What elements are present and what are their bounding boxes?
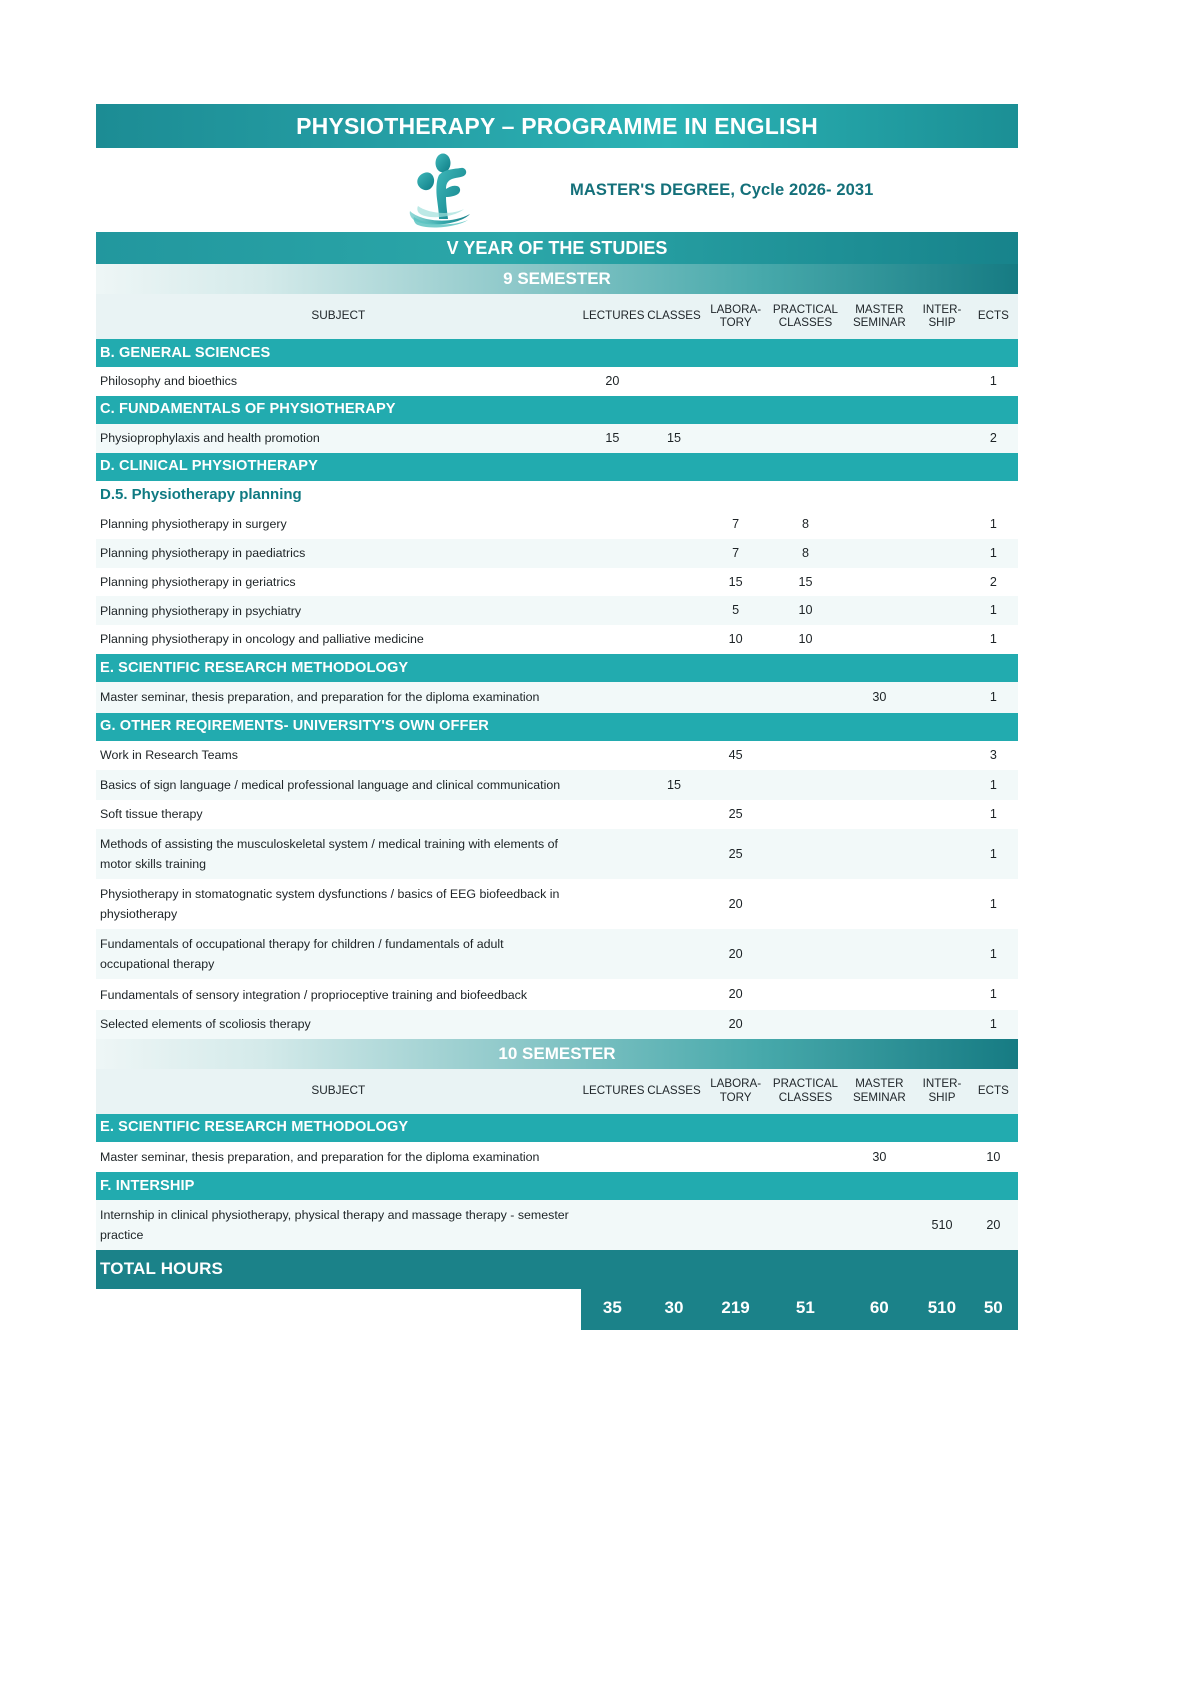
table-row: [96, 770, 1018, 800]
cell-lectures: [581, 929, 645, 979]
cell-ects: 1: [989, 987, 997, 1002]
table-row: [96, 367, 1018, 396]
cell-lectures: [581, 879, 645, 929]
schedule-container: [96, 264, 1018, 1330]
total-ects: 50: [969, 1289, 1018, 1330]
col-header-laboratory: LABORA- TORY: [704, 294, 768, 339]
subsection-header-row: [96, 481, 1018, 510]
cell-subject: Soft tissue therapy: [100, 807, 203, 822]
cell-classes: [644, 510, 704, 539]
cell-classes: [644, 800, 704, 829]
cell-internship: [915, 625, 968, 654]
col-header-ects: ECTS: [969, 294, 1018, 339]
cell-master-seminar: [843, 800, 915, 829]
cell-master-seminar: [843, 568, 915, 597]
col-header-ects: ECTS: [969, 1069, 1018, 1114]
table-row: [96, 625, 1018, 654]
cell-classes: [644, 1142, 704, 1172]
cell-internship: 510: [915, 1200, 968, 1250]
cell-practical: [767, 979, 843, 1009]
cell-master-seminar: [843, 879, 915, 929]
cell-subject: Physiotherapy in stomatognatic system dysfunctions / basics of EEG biofeedback in physiotherapy: [100, 886, 560, 922]
cell-laboratory: 15: [728, 574, 743, 589]
cell-subject: Basics of sign language / medical professional language and clinical communication: [96, 770, 581, 800]
table-row: [96, 539, 1018, 568]
total-master-seminar: 60: [843, 1289, 915, 1330]
table-row: [96, 568, 1018, 597]
cell-lectures: [581, 1200, 645, 1250]
cell-laboratory: [704, 1142, 768, 1172]
total-hours-label: TOTAL HOURS: [96, 1250, 1018, 1289]
cell-subject: Planning physiotherapy in surgery: [100, 516, 287, 531]
column-header-row: [96, 1069, 1018, 1114]
total-internship: 510: [915, 1289, 968, 1330]
cell-laboratory: [704, 682, 768, 712]
column-header-row: [96, 294, 1018, 339]
year-of-studies-label: V YEAR OF THE STUDIES: [446, 237, 668, 258]
page-title: PHYSIOTHERAPY – PROGRAMME IN ENGLISH: [296, 112, 818, 139]
physiotherapy-figure-logo-icon: [392, 151, 492, 229]
cell-laboratory: 7: [704, 539, 768, 568]
cell-internship: [915, 596, 968, 625]
cell-classes: [644, 1200, 704, 1250]
cell-lectures: [581, 568, 645, 597]
cell-internship: [915, 829, 968, 879]
cell-practical: 10: [798, 632, 813, 647]
cell-classes: [644, 625, 704, 654]
cell-internship: [915, 770, 968, 800]
section-title: E. SCIENTIFIC RESEARCH METHODOLOGY: [96, 1114, 1018, 1142]
cell-lectures: [581, 979, 645, 1009]
section-header-row: [96, 1172, 1018, 1200]
cell-laboratory: 5: [704, 596, 768, 625]
cell-lectures: [581, 682, 645, 712]
cell-lectures: [581, 625, 645, 654]
cell-classes: [644, 682, 704, 712]
cell-practical: [767, 770, 843, 800]
cell-master-seminar: [843, 625, 915, 654]
col-header-practical-classes: PRACTICAL CLASSES: [767, 1069, 843, 1114]
semester-label: 9 SEMESTER: [503, 269, 611, 288]
cell-laboratory: 20: [704, 1010, 768, 1039]
col-header-laboratory: LABORA- TORY: [704, 1069, 768, 1114]
cell-master-seminar: [843, 829, 915, 879]
cell-master-seminar: [843, 367, 915, 396]
cell-laboratory: 20: [728, 896, 743, 911]
cell-practical: [767, 879, 843, 929]
col-header-internship: INTER- SHIP: [915, 294, 968, 339]
cell-master-seminar: [843, 979, 915, 1009]
cell-laboratory: 25: [728, 806, 743, 821]
cell-subject: Work in Research Teams: [100, 747, 238, 762]
cell-practical: [767, 424, 843, 453]
cell-master-seminar: [843, 596, 915, 625]
cell-lectures: 20: [605, 374, 620, 388]
cell-practical: [767, 929, 843, 979]
cell-classes: [644, 929, 704, 979]
cell-ects: 1: [989, 374, 997, 388]
cell-master-seminar: [843, 929, 915, 979]
cell-subject: Fundamentals of sensory integration / proprioceptive training and biofeedback: [100, 987, 528, 1002]
total-lectures: 35: [581, 1289, 645, 1330]
cell-laboratory: 25: [704, 829, 768, 879]
section-title: G. OTHER REQIREMENTS- UNIVERSITY'S OWN OFFER: [96, 713, 1018, 741]
cell-lectures: [581, 510, 645, 539]
cell-lectures: [581, 1010, 645, 1039]
cell-lectures: [581, 770, 645, 800]
semester-bar: [96, 1039, 1018, 1069]
cell-classes: [644, 1010, 704, 1039]
col-header-lectures: LECTURES: [581, 294, 645, 339]
section-title: B. GENERAL SCIENCES: [96, 339, 1018, 367]
total-practical: 51: [767, 1289, 843, 1330]
cell-lectures: [581, 1142, 645, 1172]
cell-subject: Methods of assisting the musculoskeletal system / medical training with elements of motor skills training: [96, 829, 581, 879]
cell-master-seminar: [843, 539, 915, 568]
section-header-row: [96, 339, 1018, 367]
cell-classes: [644, 367, 704, 396]
total-hours-label-row: [96, 1250, 1018, 1289]
cell-lectures: 15: [581, 424, 645, 453]
cell-internship: [915, 741, 968, 770]
table-row: [96, 424, 1018, 453]
cell-ects: 1: [969, 770, 1018, 800]
section-header-row: [96, 713, 1018, 741]
cell-ects: 1: [969, 1010, 1018, 1039]
cell-ects: 1: [969, 539, 1018, 568]
cell-internship: [915, 979, 968, 1009]
cell-master-seminar: [843, 1010, 915, 1039]
cell-ects: 1: [969, 829, 1018, 879]
semester-bar: [96, 264, 1018, 294]
cell-practical: 15: [798, 574, 813, 589]
cell-internship: [915, 568, 968, 597]
cell-practical: [767, 682, 843, 712]
programme-title-banner: [96, 104, 1018, 148]
schedule-table: [96, 294, 1018, 1039]
totals-table: [96, 1250, 1018, 1330]
col-header-classes: CLASSES: [644, 294, 704, 339]
table-row: [96, 596, 1018, 625]
cell-ects: 1: [989, 896, 997, 911]
cell-practical: [767, 741, 843, 770]
cell-classes: 15: [644, 770, 704, 800]
section-title: C. FUNDAMENTALS OF PHYSIOTHERAPY: [96, 396, 1018, 424]
section-header-row: [96, 453, 1018, 481]
cell-practical: [767, 1200, 843, 1250]
cell-laboratory: 45: [728, 747, 743, 762]
cell-master-seminar: [843, 741, 915, 770]
section-title: E. SCIENTIFIC RESEARCH METHODOLOGY: [96, 654, 1018, 682]
cell-laboratory: 20: [704, 929, 768, 979]
table-row: [96, 879, 1018, 929]
col-header-master-seminar: MASTER SEMINAR: [843, 294, 915, 339]
cell-subject: Fundamentals of occupational therapy for children / fundamentals of adult occupational therapy: [96, 929, 581, 979]
cell-ects: 1: [989, 516, 997, 531]
cell-practical: [767, 1142, 843, 1172]
cell-ects: 1: [969, 682, 1018, 712]
section-header-row: [96, 654, 1018, 682]
section-header-row: [96, 396, 1018, 424]
total-spacer: [96, 1289, 581, 1330]
document-page: [96, 0, 1018, 1330]
cell-internship: [915, 1142, 968, 1172]
cell-internship: [915, 367, 968, 396]
cell-lectures: [581, 741, 645, 770]
cell-practical: 8: [801, 516, 809, 531]
cell-subject: Master seminar, thesis preparation, and preparation for the diploma examination: [100, 1149, 540, 1164]
section-header-row: [96, 1114, 1018, 1142]
cell-internship: [915, 800, 968, 829]
cell-internship: [915, 929, 968, 979]
cell-classes: [644, 568, 704, 597]
cell-lectures: [581, 800, 645, 829]
semester-label: 10 SEMESTER: [498, 1043, 616, 1063]
cell-laboratory: 7: [732, 516, 740, 531]
cell-ects: 2: [989, 574, 997, 589]
cell-lectures: [581, 829, 645, 879]
brand-row: [96, 148, 1018, 232]
col-header-internship: INTER- SHIP: [915, 1069, 968, 1114]
col-header-master-seminar: MASTER SEMINAR: [843, 1069, 915, 1114]
cell-practical: [767, 800, 843, 829]
cell-laboratory: 20: [728, 987, 743, 1002]
table-row: [96, 510, 1018, 539]
cell-ects: 3: [989, 747, 997, 762]
cell-internship: [915, 510, 968, 539]
schedule-table: [96, 1069, 1018, 1251]
cell-classes: [644, 879, 704, 929]
cell-master-seminar: 30: [872, 1149, 887, 1164]
cell-internship: [915, 879, 968, 929]
table-row: [96, 741, 1018, 770]
cell-ects: 1: [989, 806, 997, 821]
cell-subject: Planning physiotherapy in paediatrics: [96, 539, 581, 568]
cell-subject: Planning physiotherapy in psychiatry: [96, 596, 581, 625]
cell-practical: 8: [767, 539, 843, 568]
total-classes: 30: [644, 1289, 704, 1330]
cell-subject: Selected elements of scoliosis therapy: [96, 1010, 581, 1039]
cell-classes: [644, 979, 704, 1009]
cell-subject: Internship in clinical physiotherapy, physical therapy and massage therapy - semester practice: [96, 1200, 581, 1250]
cell-practical: [767, 829, 843, 879]
table-row: [96, 1142, 1018, 1172]
col-header-practical-classes: PRACTICAL CLASSES: [767, 294, 843, 339]
cell-classes: [644, 596, 704, 625]
cell-ects: 20: [969, 1200, 1018, 1250]
cell-classes: [644, 539, 704, 568]
col-header-lectures: LECTURES: [581, 1069, 645, 1114]
cell-ects: 1: [989, 632, 997, 647]
cell-master-seminar: 30: [843, 682, 915, 712]
cell-subject: Physioprophylaxis and health promotion: [96, 424, 581, 453]
col-header-subject: SUBJECT: [96, 294, 581, 339]
cell-subject: Planning physiotherapy in geriatrics: [100, 574, 296, 589]
year-of-studies-bar: [96, 232, 1018, 264]
subsection-title: D.5. Physiotherapy planning: [96, 481, 1018, 510]
total-hours-values-row: [96, 1289, 1018, 1330]
cell-subject: Philosophy and bioethics: [100, 374, 238, 389]
section-title: F. INTERSHIP: [96, 1172, 1018, 1200]
cell-ects: 1: [969, 929, 1018, 979]
col-header-subject: SUBJECT: [96, 1069, 581, 1114]
table-row: [96, 829, 1018, 879]
cell-internship: [915, 682, 968, 712]
table-row: [96, 800, 1018, 829]
cell-internship: [915, 539, 968, 568]
cell-practical: 10: [767, 596, 843, 625]
cell-internship: [915, 424, 968, 453]
cell-classes: [644, 741, 704, 770]
cell-practical: [767, 367, 843, 396]
cell-internship: [915, 1010, 968, 1039]
cell-ects: 1: [969, 596, 1018, 625]
cell-subject: Planning physiotherapy in oncology and palliative medicine: [100, 632, 424, 647]
cell-master-seminar: [843, 424, 915, 453]
cell-practical: [767, 1010, 843, 1039]
table-row: [96, 1200, 1018, 1250]
cell-master-seminar: [843, 1200, 915, 1250]
table-row: [96, 979, 1018, 1009]
cell-subject: Master seminar, thesis preparation, and preparation for the diploma examination: [96, 682, 581, 712]
cell-classes: 15: [644, 424, 704, 453]
col-header-classes: CLASSES: [644, 1069, 704, 1114]
cell-laboratory: [704, 1200, 768, 1250]
cell-ects: 10: [986, 1149, 1001, 1164]
cell-laboratory: [704, 770, 768, 800]
table-row: [96, 682, 1018, 712]
table-row: [96, 929, 1018, 979]
total-laboratory: 219: [704, 1289, 768, 1330]
cell-master-seminar: [843, 510, 915, 539]
cell-classes: [644, 829, 704, 879]
cell-laboratory: [704, 367, 768, 396]
cell-ects: 2: [969, 424, 1018, 453]
table-row: [96, 1010, 1018, 1039]
cell-master-seminar: [843, 770, 915, 800]
section-title: D. CLINICAL PHYSIOTHERAPY: [96, 453, 1018, 481]
degree-cycle-label: MASTER'S DEGREE, Cycle 2026- 2031: [570, 180, 874, 199]
cell-lectures: [581, 539, 645, 568]
cell-lectures: [581, 596, 645, 625]
cell-laboratory: [704, 424, 768, 453]
cell-laboratory: 10: [728, 632, 743, 647]
